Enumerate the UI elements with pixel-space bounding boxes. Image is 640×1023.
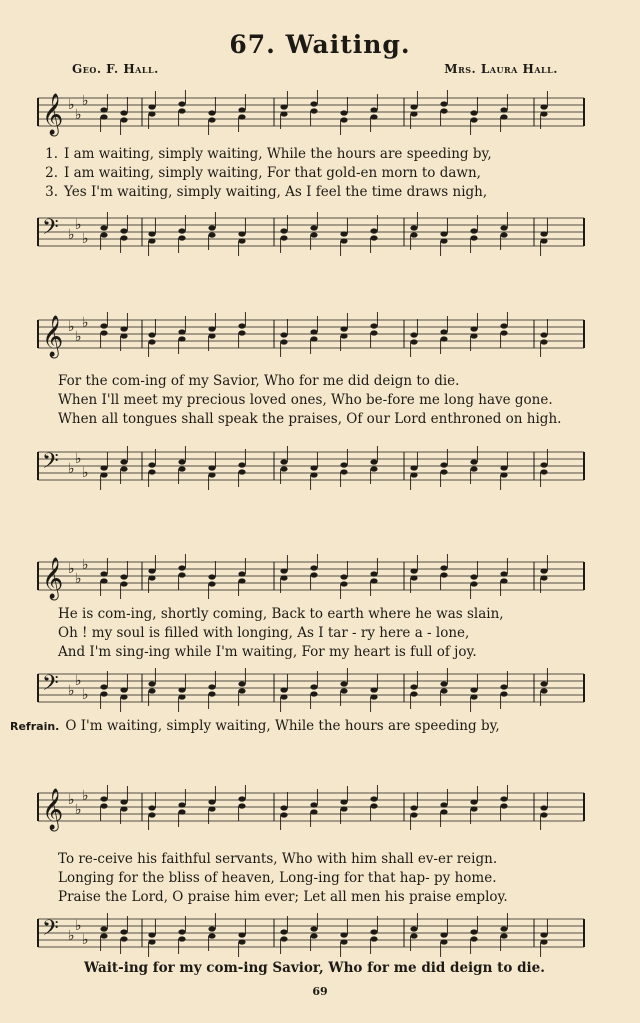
- svg-text:♭: ♭: [75, 217, 82, 233]
- page-number: 69: [312, 985, 328, 998]
- svg-text:♭: ♭: [68, 683, 75, 699]
- svg-text:𝄢: 𝄢: [42, 449, 59, 479]
- lyric-line: 2. I am waiting, simply waiting, For that gold-en morn to dawn,: [45, 165, 481, 181]
- svg-text:♭: ♭: [75, 673, 82, 689]
- svg-text:♭: ♭: [82, 93, 89, 109]
- treble-staff: [34, 312, 586, 362]
- svg-text:♭: ♭: [68, 227, 75, 243]
- lyric-line: For the com-ing of my Savior, Who for me did deign to die.: [58, 373, 460, 389]
- svg-text:𝄞: 𝄞: [42, 789, 64, 830]
- svg-text:♭: ♭: [68, 319, 75, 335]
- lyric-line: And I'm sing-ing while I'm waiting, For my heart is full of joy.: [58, 644, 477, 660]
- svg-text:𝄢: 𝄢: [42, 215, 59, 245]
- svg-text:𝄞: 𝄞: [42, 94, 64, 135]
- lyric-line: When all tongues shall speak the praises, Of our Lord enthroned on high.: [58, 411, 562, 427]
- hymn-name: Waiting.: [285, 30, 411, 59]
- svg-text:𝄞: 𝄞: [42, 558, 64, 599]
- treble-staff: [34, 554, 586, 604]
- svg-text:♭: ♭: [75, 107, 82, 123]
- svg-text:♭: ♭: [68, 792, 75, 808]
- treble-staff: [34, 90, 586, 140]
- hymn-number: 67.: [229, 30, 276, 59]
- refrain-label: Refrain.: [10, 720, 60, 733]
- lyric-line: When I'll meet my precious loved ones, Who be-fore me long have gone.: [58, 392, 553, 408]
- lyric-line: Praise the Lord, O praise him ever; Let all men his praise employ.: [58, 889, 508, 905]
- bass-staff: [34, 210, 586, 260]
- svg-text:♭: ♭: [75, 451, 82, 467]
- svg-text:♭: ♭: [68, 461, 75, 477]
- lyric-line: 3. Yes I'm waiting, simply waiting, As I feel the time draws nigh,: [45, 184, 488, 200]
- svg-text:𝄢: 𝄢: [42, 916, 59, 946]
- svg-text:𝄢: 𝄢: [42, 671, 59, 701]
- lyric-line: Longing for the bliss of heaven, Long-ing for that hap- py home.: [58, 870, 497, 886]
- refrain-text: O I'm waiting, simply waiting, While the hours are speeding by,: [65, 718, 500, 734]
- svg-text:♭: ♭: [75, 329, 82, 345]
- composer-credit: Geo. F. Hall.: [72, 62, 159, 76]
- svg-text:♭: ♭: [82, 315, 89, 331]
- hymn-title: [0, 30, 640, 59]
- svg-text:♭: ♭: [68, 97, 75, 113]
- bass-staff: [34, 666, 586, 716]
- refrain-line: [10, 718, 500, 734]
- refrain-end-line: Wait-ing for my com-ing Savior, Who for me did deign to die.: [84, 960, 545, 976]
- lyric-line: Oh ! my soul is filled with longing, As I tar - ry here a - lone,: [58, 625, 470, 641]
- lyric-line: 1. I am waiting, simply waiting, While the hours are speeding by,: [45, 146, 492, 162]
- svg-text:♭: ♭: [75, 571, 82, 587]
- treble-staff: [34, 785, 586, 835]
- svg-text:♭: ♭: [75, 802, 82, 818]
- svg-text:♭: ♭: [68, 928, 75, 944]
- lyric-line: To re-ceive his faithful servants, Who with him shall ev-er reign.: [58, 851, 498, 867]
- svg-text:♭: ♭: [82, 932, 89, 948]
- lyric-line: He is com-ing, shortly coming, Back to earth where he was slain,: [58, 606, 504, 622]
- svg-text:♭: ♭: [82, 557, 89, 573]
- lyricist-credit: Mrs. Laura Hall.: [444, 62, 558, 76]
- bass-staff: [34, 444, 586, 494]
- svg-text:♭: ♭: [82, 687, 89, 703]
- svg-text:♭: ♭: [75, 918, 82, 934]
- svg-text:♭: ♭: [82, 231, 89, 247]
- svg-text:♭: ♭: [68, 561, 75, 577]
- svg-text:♭: ♭: [82, 788, 89, 804]
- svg-text:♭: ♭: [82, 465, 89, 481]
- svg-text:𝄞: 𝄞: [42, 316, 64, 357]
- bass-staff: [34, 911, 586, 961]
